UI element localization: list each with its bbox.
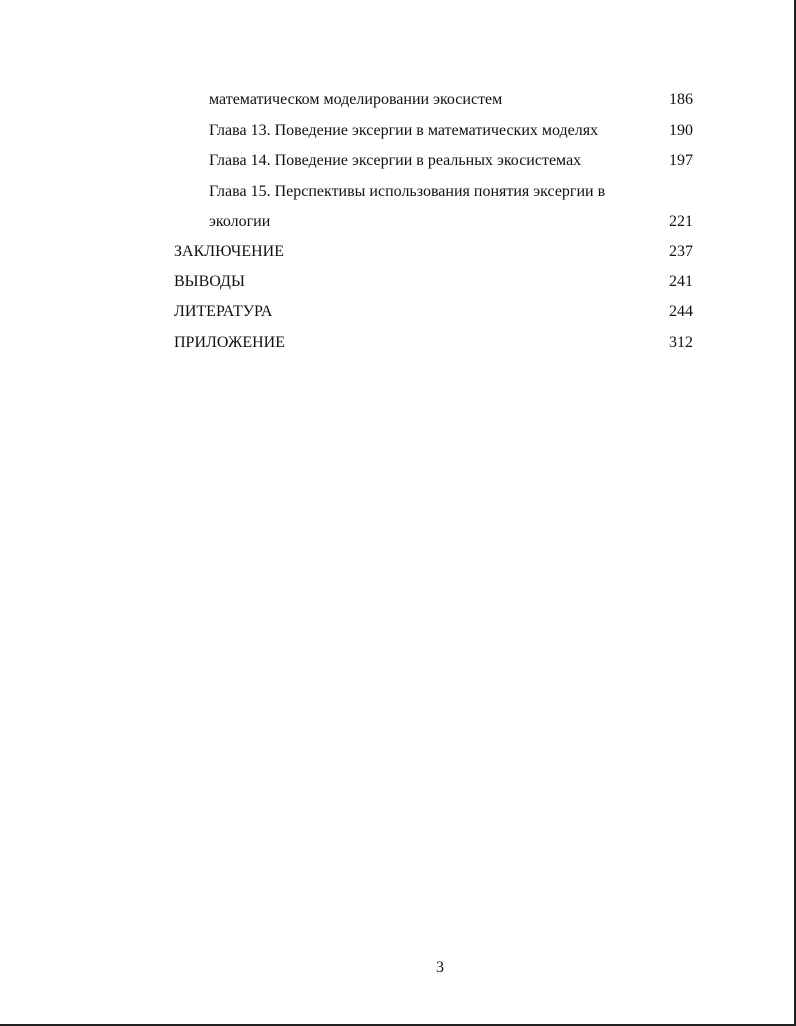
toc-entry-text: ЛИТЕРАТУРА	[174, 303, 273, 320]
toc-entry-page: 244	[669, 303, 693, 320]
toc-entry-text: Глава 13. Поведение эксергии в математических моделях	[209, 122, 599, 139]
toc-entry-page: 312	[669, 334, 693, 351]
toc-entry-text: Глава 15. Перспективы использования понятия эксергии в	[209, 183, 606, 200]
toc-entry-page: 241	[669, 273, 693, 290]
toc-entry-page: 190	[669, 122, 693, 139]
toc-entry-page: 186	[669, 91, 693, 108]
toc-entry-text: ВЫВОДЫ	[174, 273, 245, 290]
page-number: 3	[436, 959, 444, 976]
toc-entry-text: ЗАКЛЮЧЕНИЕ	[174, 243, 284, 260]
toc-entry-text: Глава 14. Поведение эксергии в реальных экосистемах	[209, 152, 582, 169]
toc-entry-page: 237	[669, 243, 693, 260]
toc-entry-page: 221	[669, 213, 693, 230]
toc-entry-text: математическом моделировании экосистем	[209, 91, 503, 108]
toc-entry-page: 197	[669, 152, 693, 169]
toc-entry-text: экологии	[209, 213, 271, 230]
toc-entry-text: ПРИЛОЖЕНИЕ	[174, 334, 286, 351]
